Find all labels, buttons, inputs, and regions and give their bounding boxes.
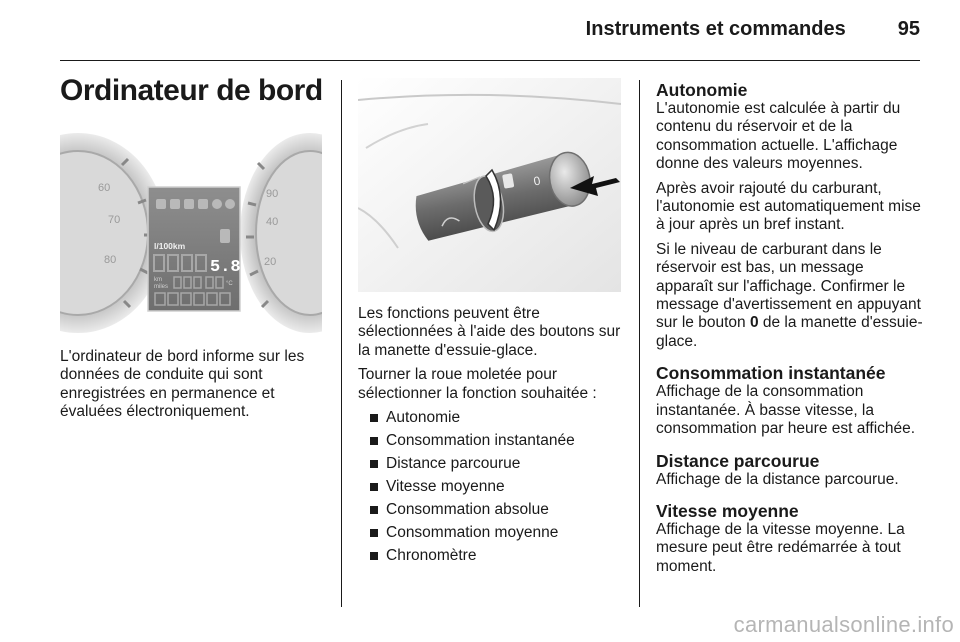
page-header <box>60 18 920 58</box>
column-divider-2 <box>639 80 640 607</box>
section-autonomie <box>656 80 924 351</box>
svg-text:60: 60 <box>98 182 111 194</box>
wiper-stalk-illustration <box>358 78 621 292</box>
heading-distance: Distance parcourue <box>656 450 820 471</box>
vitesse-text: Affichage de la vitesse moyenne. La mesure peut être redémarrée à tout moment. <box>656 520 905 575</box>
watermark: carmanualsonline.info <box>733 612 954 637</box>
list-item: Consommation instantanée <box>370 432 623 450</box>
lcd-celsius-label: °C <box>226 281 233 287</box>
heading-autonomie: Autonomie <box>656 80 748 100</box>
column-2 <box>358 305 623 570</box>
svg-text:90: 90 <box>266 188 279 200</box>
autonomie-p3-start: Si le niveau de carburant dans le réservoir est bas, un message apparaît sur l'affichage. Confirmer le message d'avertissement en appuyant sur le bouton <box>656 240 921 332</box>
header-rule <box>60 60 920 61</box>
function-list <box>358 409 623 565</box>
section-distance <box>656 451 924 489</box>
heading-conso-instant: Consommation instantanée <box>656 363 886 384</box>
intro-paragraph: L'ordinateur de bord informe sur les données de conduite qui sont enregistrées en permanence et évaluées électroniquement. <box>60 348 305 421</box>
list-item: Consommation absolue <box>370 501 623 519</box>
column-1 <box>60 348 328 428</box>
list-item: Autonomie <box>370 409 623 427</box>
section-title: Ordinateur de bord <box>60 74 323 107</box>
autonomie-p1: L'autonomie est calculée à partir du contenu du réservoir et de la consommation actuelle. L'affichage donne des valeurs moyennes. <box>656 100 901 173</box>
lcd-main-value: 5.8 <box>210 258 241 277</box>
svg-text:70: 70 <box>108 214 121 226</box>
conso-instant-text: Affichage de la consommation instantanée. À basse vitesse, la consommation par heure est affichée. <box>656 383 916 438</box>
instrument-cluster-illustration <box>60 125 322 333</box>
lcd-miles-label: miles <box>154 284 169 290</box>
list-item: Chronomètre <box>370 547 623 565</box>
column-divider-1 <box>341 80 342 607</box>
svg-text:40: 40 <box>266 216 279 228</box>
lcd-km-label: km <box>154 277 162 283</box>
button-zero-label: 0 <box>749 314 759 332</box>
svg-text:80: 80 <box>104 254 117 266</box>
section-conso-instant <box>656 363 924 438</box>
selection-instruction: Tourner la roue moletée pour sélectionner la fonction souhaitée : <box>358 366 597 402</box>
list-item: Vitesse moyenne <box>370 478 623 496</box>
lcd-unit-label: l/100km <box>154 241 186 251</box>
header-title: Instruments et commandes <box>585 18 846 40</box>
functions-intro: Les fonctions peuvent être sélectionnées à l'aide des boutons sur la manette d'essuie-glace. <box>358 305 621 359</box>
autonomie-p3-end: de la manette d'essuie-glace. <box>656 314 923 350</box>
list-item: Consommation moyenne <box>370 524 623 542</box>
heading-vitesse: Vitesse moyenne <box>656 500 799 521</box>
distance-text: Affichage de la distance parcourue. <box>656 470 899 488</box>
list-item: Distance parcourue <box>370 455 623 473</box>
section-vitesse <box>656 501 924 576</box>
page-number: 95 <box>897 18 920 40</box>
svg-text:20: 20 <box>264 256 277 268</box>
svg-text:0: 0 <box>532 173 542 189</box>
autonomie-p2: Après avoir rajouté du carburant, l'autonomie est automatiquement mise à jour après un bref instant. <box>656 179 921 234</box>
autonomie-p3 <box>656 241 924 351</box>
lcd-display <box>148 187 241 311</box>
column-3 <box>656 80 924 588</box>
